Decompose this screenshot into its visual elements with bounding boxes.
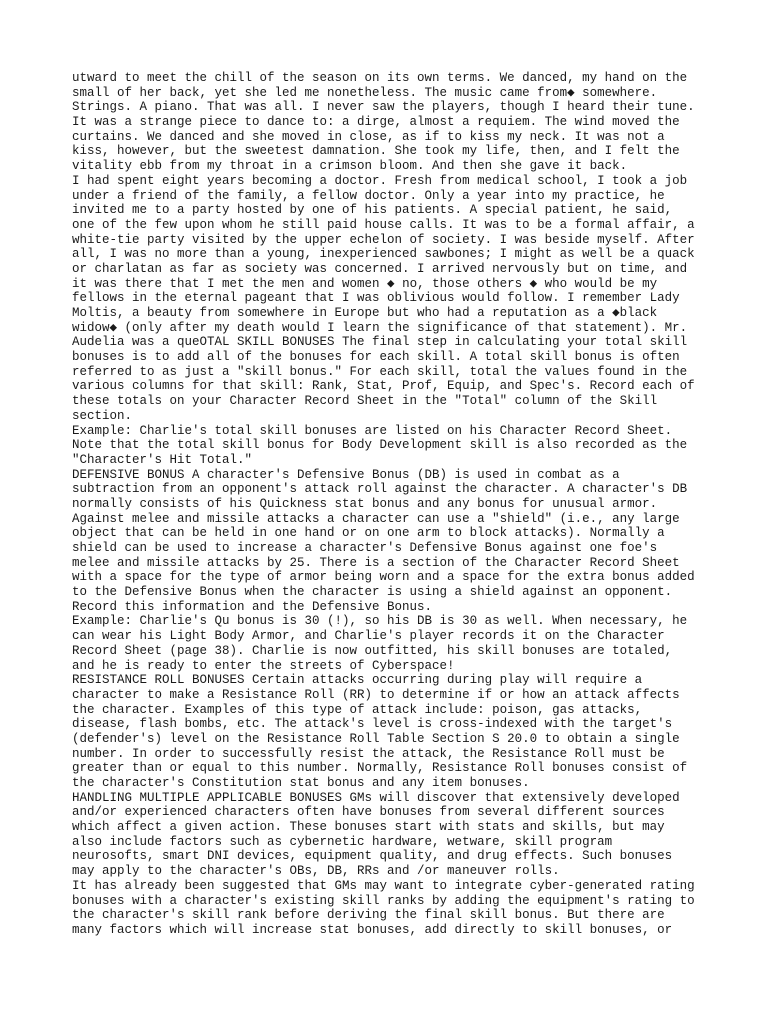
text-line: fellows in the eternal pageant that I was oblivious would follow. I remember Lady	[72, 291, 680, 306]
text-line: "Character's Hit Total."	[72, 452, 253, 467]
text-line: It has already been suggested that GMs may want to integrate cyber-generated rating	[72, 878, 695, 893]
text-line: or charlatan as far as society was concerned. I arrived nervously but on time, and	[72, 261, 688, 276]
text-line: under a friend of the family, a fellow doctor. Only a year into my practice, he	[72, 188, 665, 203]
text-line: Audelia was a queOTAL SKILL BONUSES The final step in calculating your total skill	[72, 335, 688, 350]
text-line: number. In order to successfully resist the attack, the Resistance Roll must be	[72, 746, 665, 761]
document-text-body	[72, 71, 702, 938]
text-line: curtains. We danced and she moved in close, as if to kiss my neck. It was not a	[72, 129, 665, 144]
text-line: RESISTANCE ROLL BONUSES Certain attacks occurring during play will require a	[72, 673, 643, 688]
text-line: bonuses with a character's existing skill ranks by adding the equipment's rating to	[72, 893, 695, 908]
text-line: section.	[72, 408, 133, 423]
text-line: white-tie party visited by the upper echelon of society. I was beside myself. After	[72, 232, 695, 247]
text-line: the character. Examples of this type of attack include: poison, gas attacks,	[72, 702, 643, 717]
text-line: can wear his Light Body Armor, and Charlie's player records it on the Character	[72, 629, 665, 644]
document-page	[72, 71, 702, 938]
text-line: Record Sheet (page 38). Charlie is now outfitted, his skill bonuses are totaled,	[72, 643, 673, 658]
text-line: to the Defensive Bonus when the character is using a shield against an opponent.	[72, 585, 673, 600]
text-line: one of the few upon whom he still paid house calls. It was to be a formal affair, a	[72, 217, 695, 232]
text-line: greater than or equal to this number. Normally, Resistance Roll bonuses consist of	[72, 761, 688, 776]
text-line: neurosofts, smart DNI devices, equipment quality, and drug effects. Such bonuses	[72, 849, 673, 864]
text-line: vitality ebb from my throat in a crimson bloom. And then she gave it back.	[72, 159, 628, 174]
text-line: Strings. A piano. That was all. I never saw the players, though I heard their tune.	[72, 100, 695, 115]
text-line: it was there that I met the men and women ◆ no, those others ◆ who would be my	[72, 276, 658, 291]
text-line: widow◆ (only after my death would I learn the significance of that statement). Mr.	[72, 320, 688, 335]
text-line: shield can be used to increase a character's Defensive Bonus against one foe's	[72, 541, 658, 555]
text-line: Against melee and missile attacks a character can use a "shield" (i.e., any large	[72, 511, 680, 526]
text-line: referred to as just a "skill bonus." For each skill, total the values found in the	[72, 364, 688, 379]
text-line: may apply to the character's OBs, DB, RRs and /or maneuver rolls.	[72, 864, 560, 879]
text-line: character to make a Resistance Roll (RR) to determine if or how an attack affects	[72, 687, 680, 702]
text-line: with a space for the type of armor being worn and a space for the extra bonus added	[72, 570, 695, 585]
text-line: disease, flash bombs, etc. The attack's level is cross-indexed with the target's	[72, 717, 673, 732]
text-line: which affect a given action. These bonuses start with stats and skills, but may	[72, 820, 665, 835]
text-line: HANDLING MULTIPLE APPLICABLE BONUSES GMs will discover that extensively developed	[72, 790, 680, 805]
text-line: the character's Constitution stat bonus and any item bonuses.	[72, 776, 530, 790]
text-line: and/or experienced characters often have bonuses from several different sources	[72, 805, 665, 820]
text-line: bonuses is to add all of the bonuses for each skill. A total skill bonus is often	[72, 350, 680, 365]
text-line: also include factors such as cybernetic hardware, wetware, skill program	[72, 834, 613, 849]
text-line: and he is ready to enter the streets of Cyberspace!	[72, 658, 455, 673]
text-line: subtraction from an opponent's attack roll against the character. A character's DB	[72, 482, 688, 497]
text-line: Moltis, a beauty from somewhere in Europe but who had a reputation as a ◆black	[72, 306, 658, 320]
text-line: It was a strange piece to dance to: a dirge, almost a requiem. The wind moved the	[72, 115, 680, 130]
text-line: utward to meet the chill of the season on its own terms. We danced, my hand on the	[72, 71, 688, 85]
text-line: normally consists of his Quickness stat bonus and any bonus for unusual armor.	[72, 496, 658, 511]
text-line: small of her back, yet she led me nonetheless. The music came from◆ somewhere.	[72, 85, 658, 100]
text-line: Example: Charlie's Qu bonus is 30 (!), so his DB is 30 as well. When necessary, he	[72, 614, 688, 629]
text-line: Note that the total skill bonus for Body Development skill is also recorded as the	[72, 438, 688, 453]
text-line: invited me to a party hosted by one of his patients. A special patient, he said,	[72, 203, 673, 218]
text-line: all, I was no more than a young, inexperienced sawbones; I might as well be a quack	[72, 247, 695, 262]
text-line: melee and missile attacks by 25. There is a section of the Character Record Sheet	[72, 555, 680, 570]
text-line: various columns for that skill: Rank, Stat, Prof, Equip, and Spec's. Record each of	[72, 379, 695, 394]
text-line: these totals on your Character Record Sheet in the "Total" column of the Skill	[72, 394, 658, 409]
text-line: the character's skill rank before deriving the final skill bonus. But there are	[72, 908, 665, 923]
text-line: kiss, however, but the sweetest damnation. She took my life, then, and I felt the	[72, 144, 680, 159]
text-line: I had spent eight years becoming a doctor. Fresh from medical school, I took a job	[72, 173, 688, 188]
text-line: Example: Charlie's total skill bonuses are listed on his Character Record Sheet.	[72, 423, 673, 438]
text-line: object that can be held in one hand or on one arm to block attacks). Normally a	[72, 526, 665, 541]
text-line: DEFENSIVE BONUS A character's Defensive Bonus (DB) is used in combat as a	[72, 467, 620, 482]
text-line: many factors which will increase stat bonuses, add directly to skill bonuses, or	[72, 922, 673, 937]
text-line: Record this information and the Defensive Bonus.	[72, 599, 433, 614]
text-line: (defender's) level on the Resistance Roll Table Section S 20.0 to obtain a single	[72, 731, 680, 746]
